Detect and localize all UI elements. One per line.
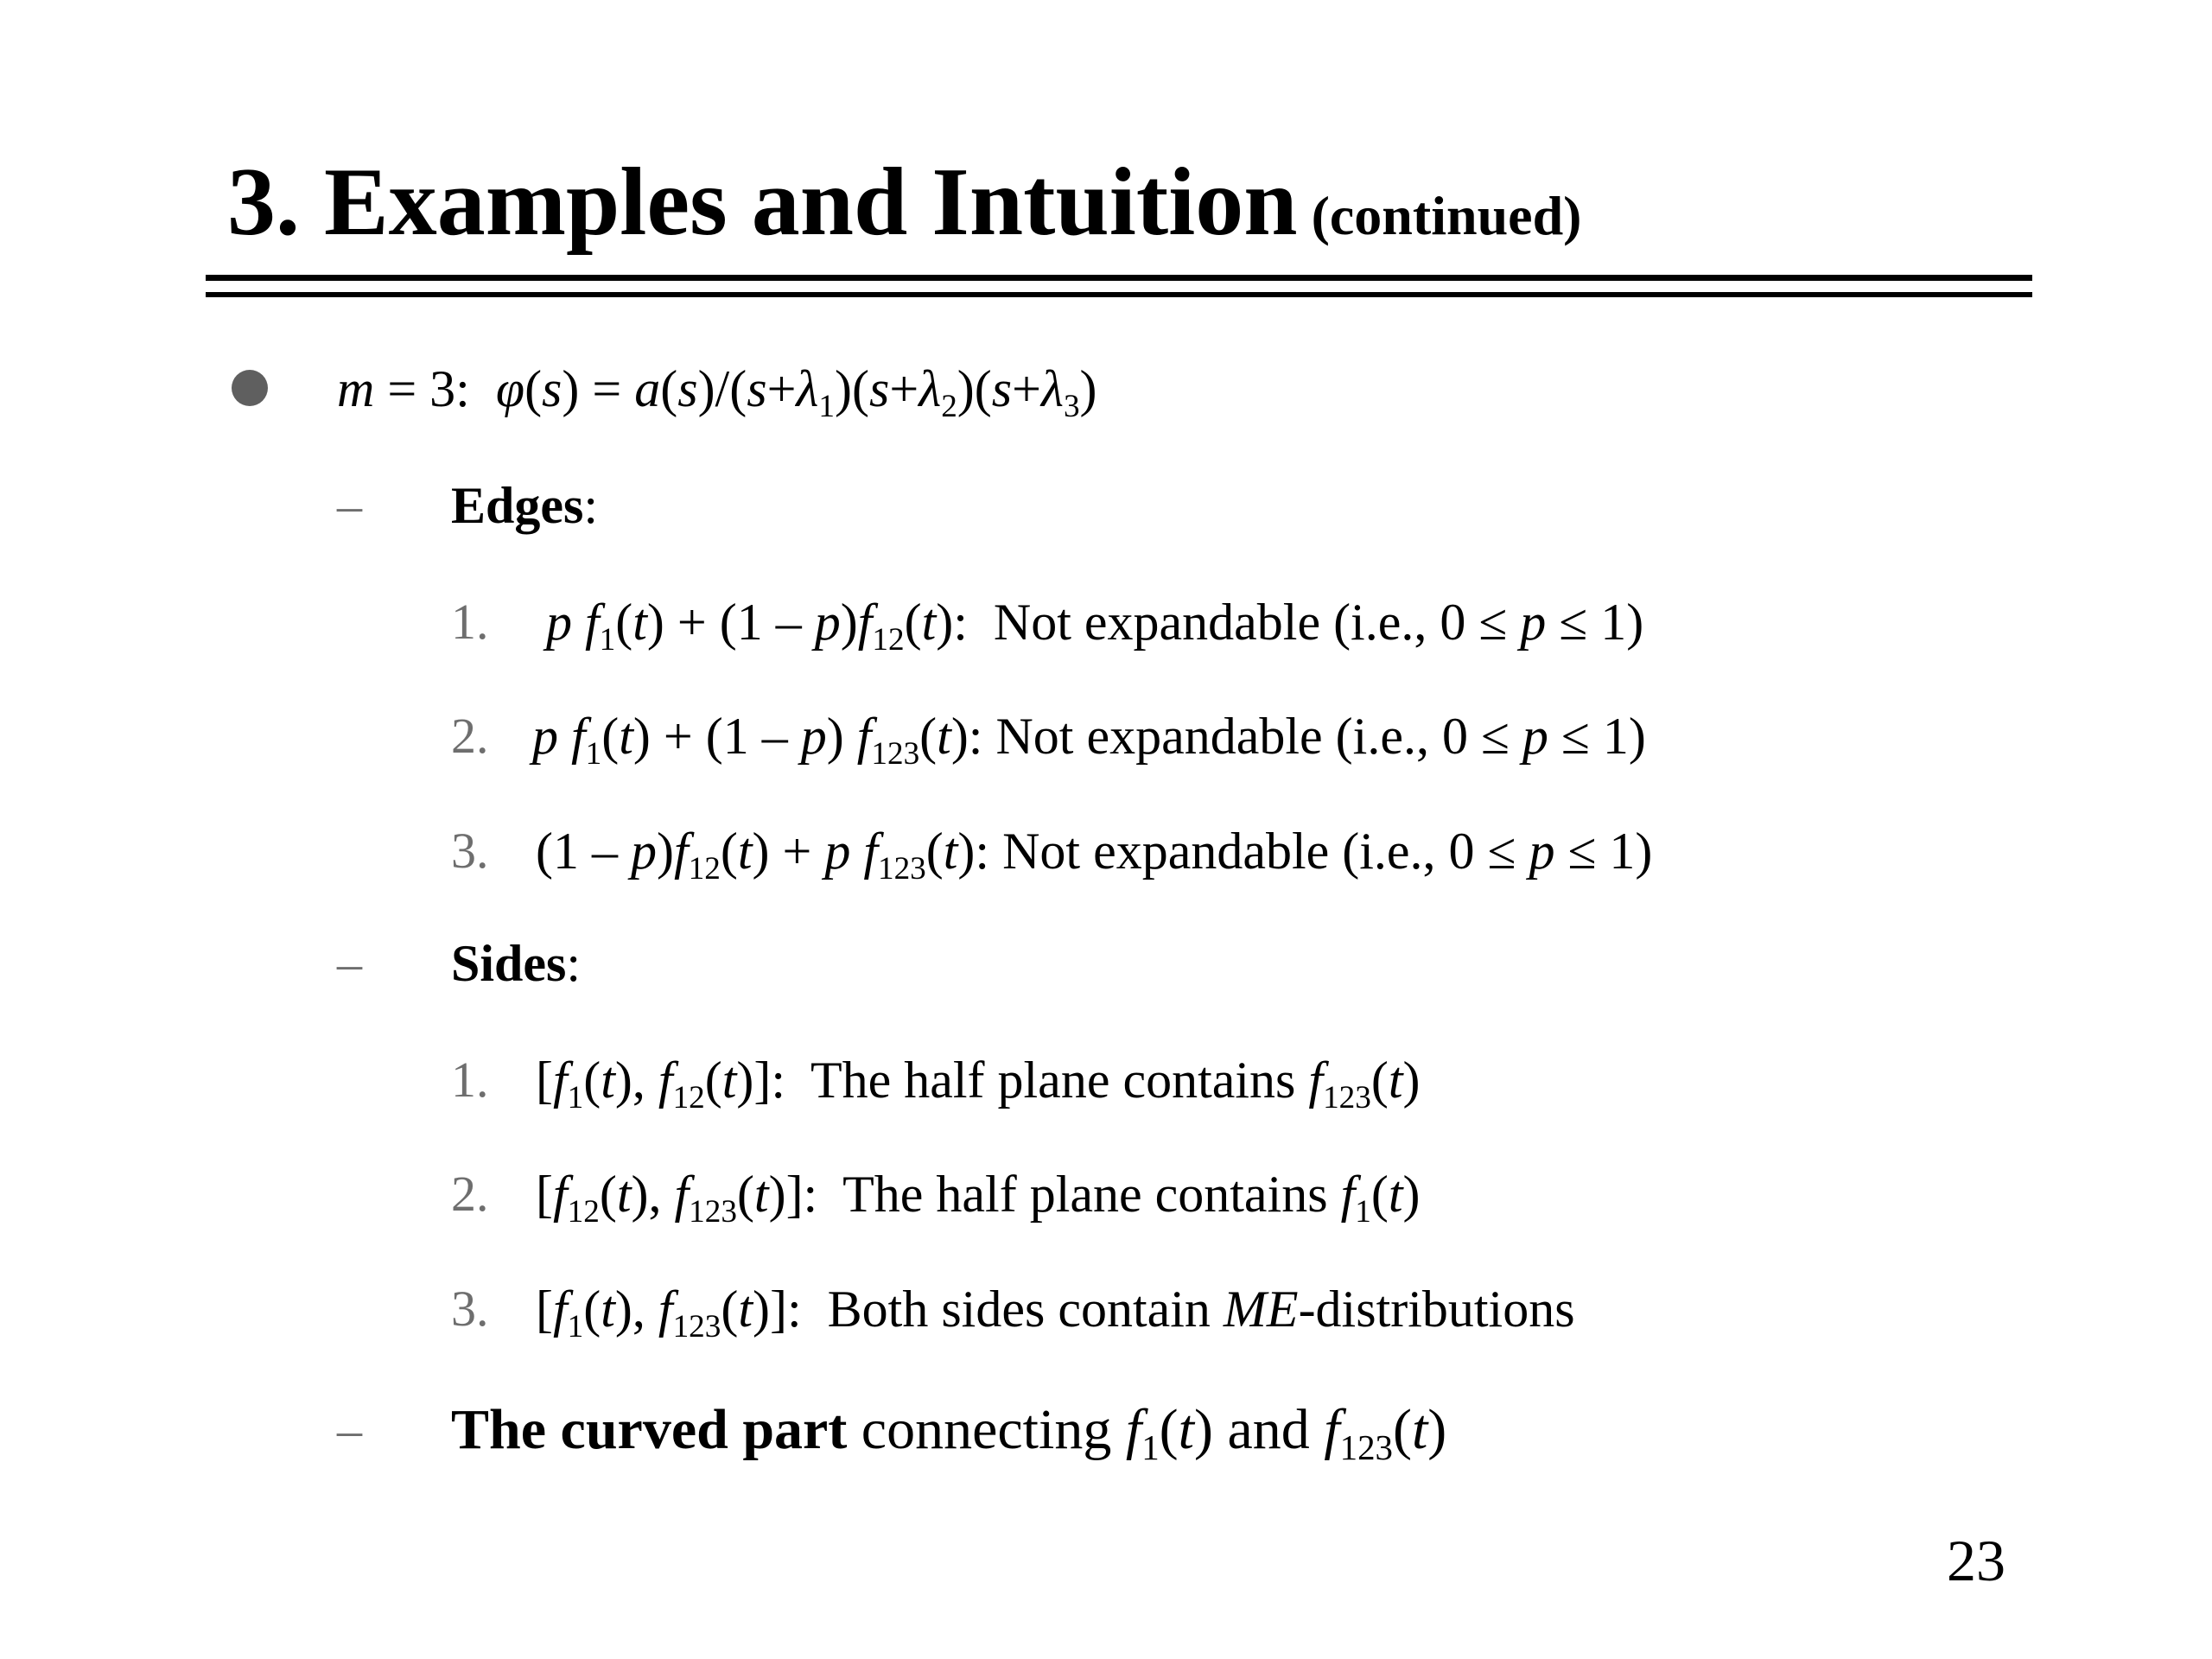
bullet-dot <box>232 370 268 406</box>
edges-header-label: Edges <box>451 477 584 534</box>
slide-title-main: 3. Examples and Intuition <box>227 149 1298 256</box>
sides-item-3: [$f_1(t)$, $f_{123}(t)$]: Both sides contain ME-distributions <box>536 1281 1575 1344</box>
edges-item-3: $(1 - p)f_{12}(t) + p$ $f_{123}(t)$: Not expandable (i.e., 0 ≤ p ≤ 1) <box>536 823 1653 887</box>
sides-item-2-number: 2. <box>451 1166 489 1222</box>
bullet-text: m = 3: $\varphi(s) = a(s)/(s+\lambda_1)(s+\lambda_2)(s+\lambda_3)$ <box>337 360 1097 424</box>
slide-title-suffix: (continued) <box>1311 185 1582 246</box>
page-number: 23 <box>1947 1528 2005 1593</box>
dash-curved: – <box>337 1402 362 1458</box>
edges-item-1-number: 1. <box>451 594 489 650</box>
sides-item-3-number: 3. <box>451 1281 489 1337</box>
dash-edges: – <box>337 477 362 533</box>
curved-part-line: The curved part connecting $f_1(t)$ and $f_{123}(t)$ <box>451 1398 1447 1468</box>
edges-item-2-number: 2. <box>451 708 489 764</box>
curved-part-label: The curved part <box>451 1398 848 1461</box>
edges-item-3-number: 3. <box>451 823 489 879</box>
sides-header-label: Sides <box>451 935 567 992</box>
dash-sides: – <box>337 935 362 991</box>
sides-header: Sides: <box>451 935 582 992</box>
title-rule-bottom <box>206 292 2032 297</box>
edges-header: Edges: <box>451 477 599 534</box>
sides-item-1-number: 1. <box>451 1052 489 1108</box>
edges-item-2: p $f_1(t) + (1 - p)$ $f_{123}(t)$: Not expandable (i.e., 0 ≤ p ≤ 1) <box>532 708 1646 772</box>
sides-item-1: [$f_1(t)$, $f_{12}(t)$]: The half plane contains $f_{123}(t)$ <box>536 1052 1421 1116</box>
edges-item-1: p $f_1(t) + (1 - p)f_{12}(t)$: Not expandable (i.e., 0 ≤ p ≤ 1) <box>546 594 1644 658</box>
sides-item-2: [$f_{12}(t)$, $f_{123}(t)$]: The half plane contains $f_1(t)$ <box>536 1166 1421 1230</box>
title-rule-top <box>206 275 2032 281</box>
slide-title <box>227 147 1581 258</box>
